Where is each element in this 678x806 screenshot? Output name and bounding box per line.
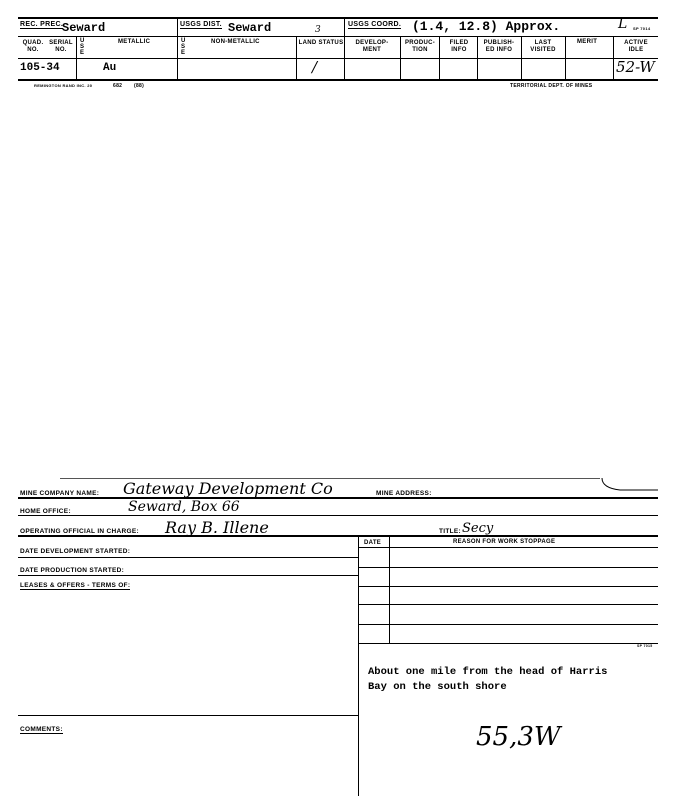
col-divider bbox=[477, 36, 478, 79]
printer-credit: REMINGTON RAND INC. 20 bbox=[34, 83, 93, 88]
col-divider bbox=[613, 36, 614, 79]
header-production: PRODUC- TION bbox=[404, 40, 436, 53]
comments-top-rule bbox=[18, 715, 358, 716]
corner-curl bbox=[600, 474, 660, 494]
bottom-card-top-rule bbox=[18, 497, 658, 499]
territorial-dept: TERRITORIAL DEPT. OF MINES bbox=[510, 83, 593, 89]
official-rule bbox=[18, 535, 658, 537]
quad-no-value: 105-34 bbox=[20, 62, 60, 74]
home-office-value: Seward, Box 66 bbox=[128, 499, 240, 515]
center-divider bbox=[358, 536, 359, 796]
home-office-label: HOME OFFICE: bbox=[20, 508, 71, 515]
header-use-right: U S E bbox=[181, 38, 186, 56]
prod-started-label: DATE PRODUCTION STARTED: bbox=[20, 567, 125, 574]
stoppage-row-rule bbox=[358, 624, 658, 625]
stoppage-date-divider bbox=[389, 536, 390, 643]
rec-prec-label: REC. PREC. bbox=[20, 21, 64, 28]
land-status-value: / bbox=[312, 58, 318, 76]
bottom-form-number: SP 7015 bbox=[637, 644, 653, 648]
official-label: OPERATING OFFICIAL IN CHARGE: bbox=[20, 528, 139, 535]
mine-address-label: MINE ADDRESS: bbox=[376, 490, 432, 497]
reason-col-label: REASON FOR WORK STOPPAGE bbox=[453, 539, 556, 545]
usgs-coord-label: USGS COORD. bbox=[348, 21, 402, 28]
metallic-value: Au bbox=[103, 62, 117, 74]
col-divider bbox=[565, 36, 566, 79]
header-metallic: METALLIC bbox=[118, 39, 151, 45]
header-filed-info: FILED INFO bbox=[449, 40, 469, 53]
company-name-label: MINE COMPANY NAME: bbox=[20, 490, 100, 497]
col-divider bbox=[76, 36, 77, 79]
col-divider bbox=[439, 36, 440, 79]
footer-code-1: 682 bbox=[113, 83, 123, 89]
header-non-metallic: NON-METALLIC bbox=[211, 39, 260, 45]
dev-started-rule bbox=[18, 557, 358, 558]
official-value: Ray B. Illene bbox=[165, 518, 269, 537]
top-card-top-rule bbox=[18, 17, 658, 19]
header-use-left: U S E bbox=[80, 38, 85, 56]
leases-label: LEASES & OFFERS - TERMS OF: bbox=[20, 582, 131, 589]
stoppage-header-rule bbox=[358, 547, 658, 548]
usgs-dist-extra: 3 bbox=[315, 25, 321, 35]
top-card-header-rule bbox=[18, 36, 658, 37]
top-card-column-rule bbox=[18, 58, 658, 59]
header-published-info: PUBLISH- ED INFO bbox=[483, 40, 515, 53]
header-merit: MERIT bbox=[577, 39, 598, 45]
header-development: DEVELOP- MENT bbox=[355, 40, 389, 53]
comments-label: COMMENTS: bbox=[20, 726, 63, 733]
col-divider bbox=[521, 36, 522, 79]
header-quad-no: QUAD. NO. bbox=[22, 40, 44, 53]
date-col-label: DATE bbox=[364, 540, 382, 546]
header-land-status: LAND STATUS bbox=[298, 40, 344, 46]
stoppage-row-rule bbox=[358, 567, 658, 568]
header-active-idle: ACTIVE IDLE bbox=[624, 40, 648, 53]
header-serial-no: SERIAL NO. bbox=[49, 40, 73, 53]
top-card-bottom-rule bbox=[18, 79, 658, 81]
location-line-1: About one mile from the head of Harris bbox=[368, 666, 608, 678]
footer-code-2: (88) bbox=[134, 83, 145, 89]
stoppage-row-rule bbox=[358, 586, 658, 587]
corner-mark: L bbox=[618, 16, 628, 32]
handwritten-code: 55,3W bbox=[476, 722, 561, 752]
rec-prec-value: Seward bbox=[62, 21, 106, 35]
col-divider bbox=[296, 36, 297, 79]
usgs-dist-label: USGS DIST. bbox=[180, 21, 222, 28]
top-form-number: SP 7014 bbox=[633, 26, 651, 31]
dev-started-label: DATE DEVELOPMENT STARTED: bbox=[20, 548, 131, 555]
company-name-value: Gateway Development Co bbox=[123, 479, 333, 498]
prod-started-rule bbox=[18, 575, 358, 576]
usgs-coord-value: (1.4, 12.8) Approx. bbox=[412, 19, 561, 34]
divider-usgs-coord bbox=[344, 17, 345, 79]
title-label: TITLE: bbox=[439, 528, 462, 535]
location-line-2: Bay on the south shore bbox=[368, 681, 507, 693]
title-value: Secy bbox=[462, 521, 494, 536]
active-idle-value: 52-W bbox=[616, 58, 655, 76]
divider-usgs-dist bbox=[177, 17, 178, 79]
stoppage-row-rule bbox=[358, 604, 658, 605]
stoppage-row-rule bbox=[358, 643, 658, 644]
home-office-rule bbox=[18, 515, 658, 516]
header-last-visited: LAST VISITED bbox=[530, 40, 556, 53]
usgs-dist-value: Seward bbox=[228, 21, 272, 35]
